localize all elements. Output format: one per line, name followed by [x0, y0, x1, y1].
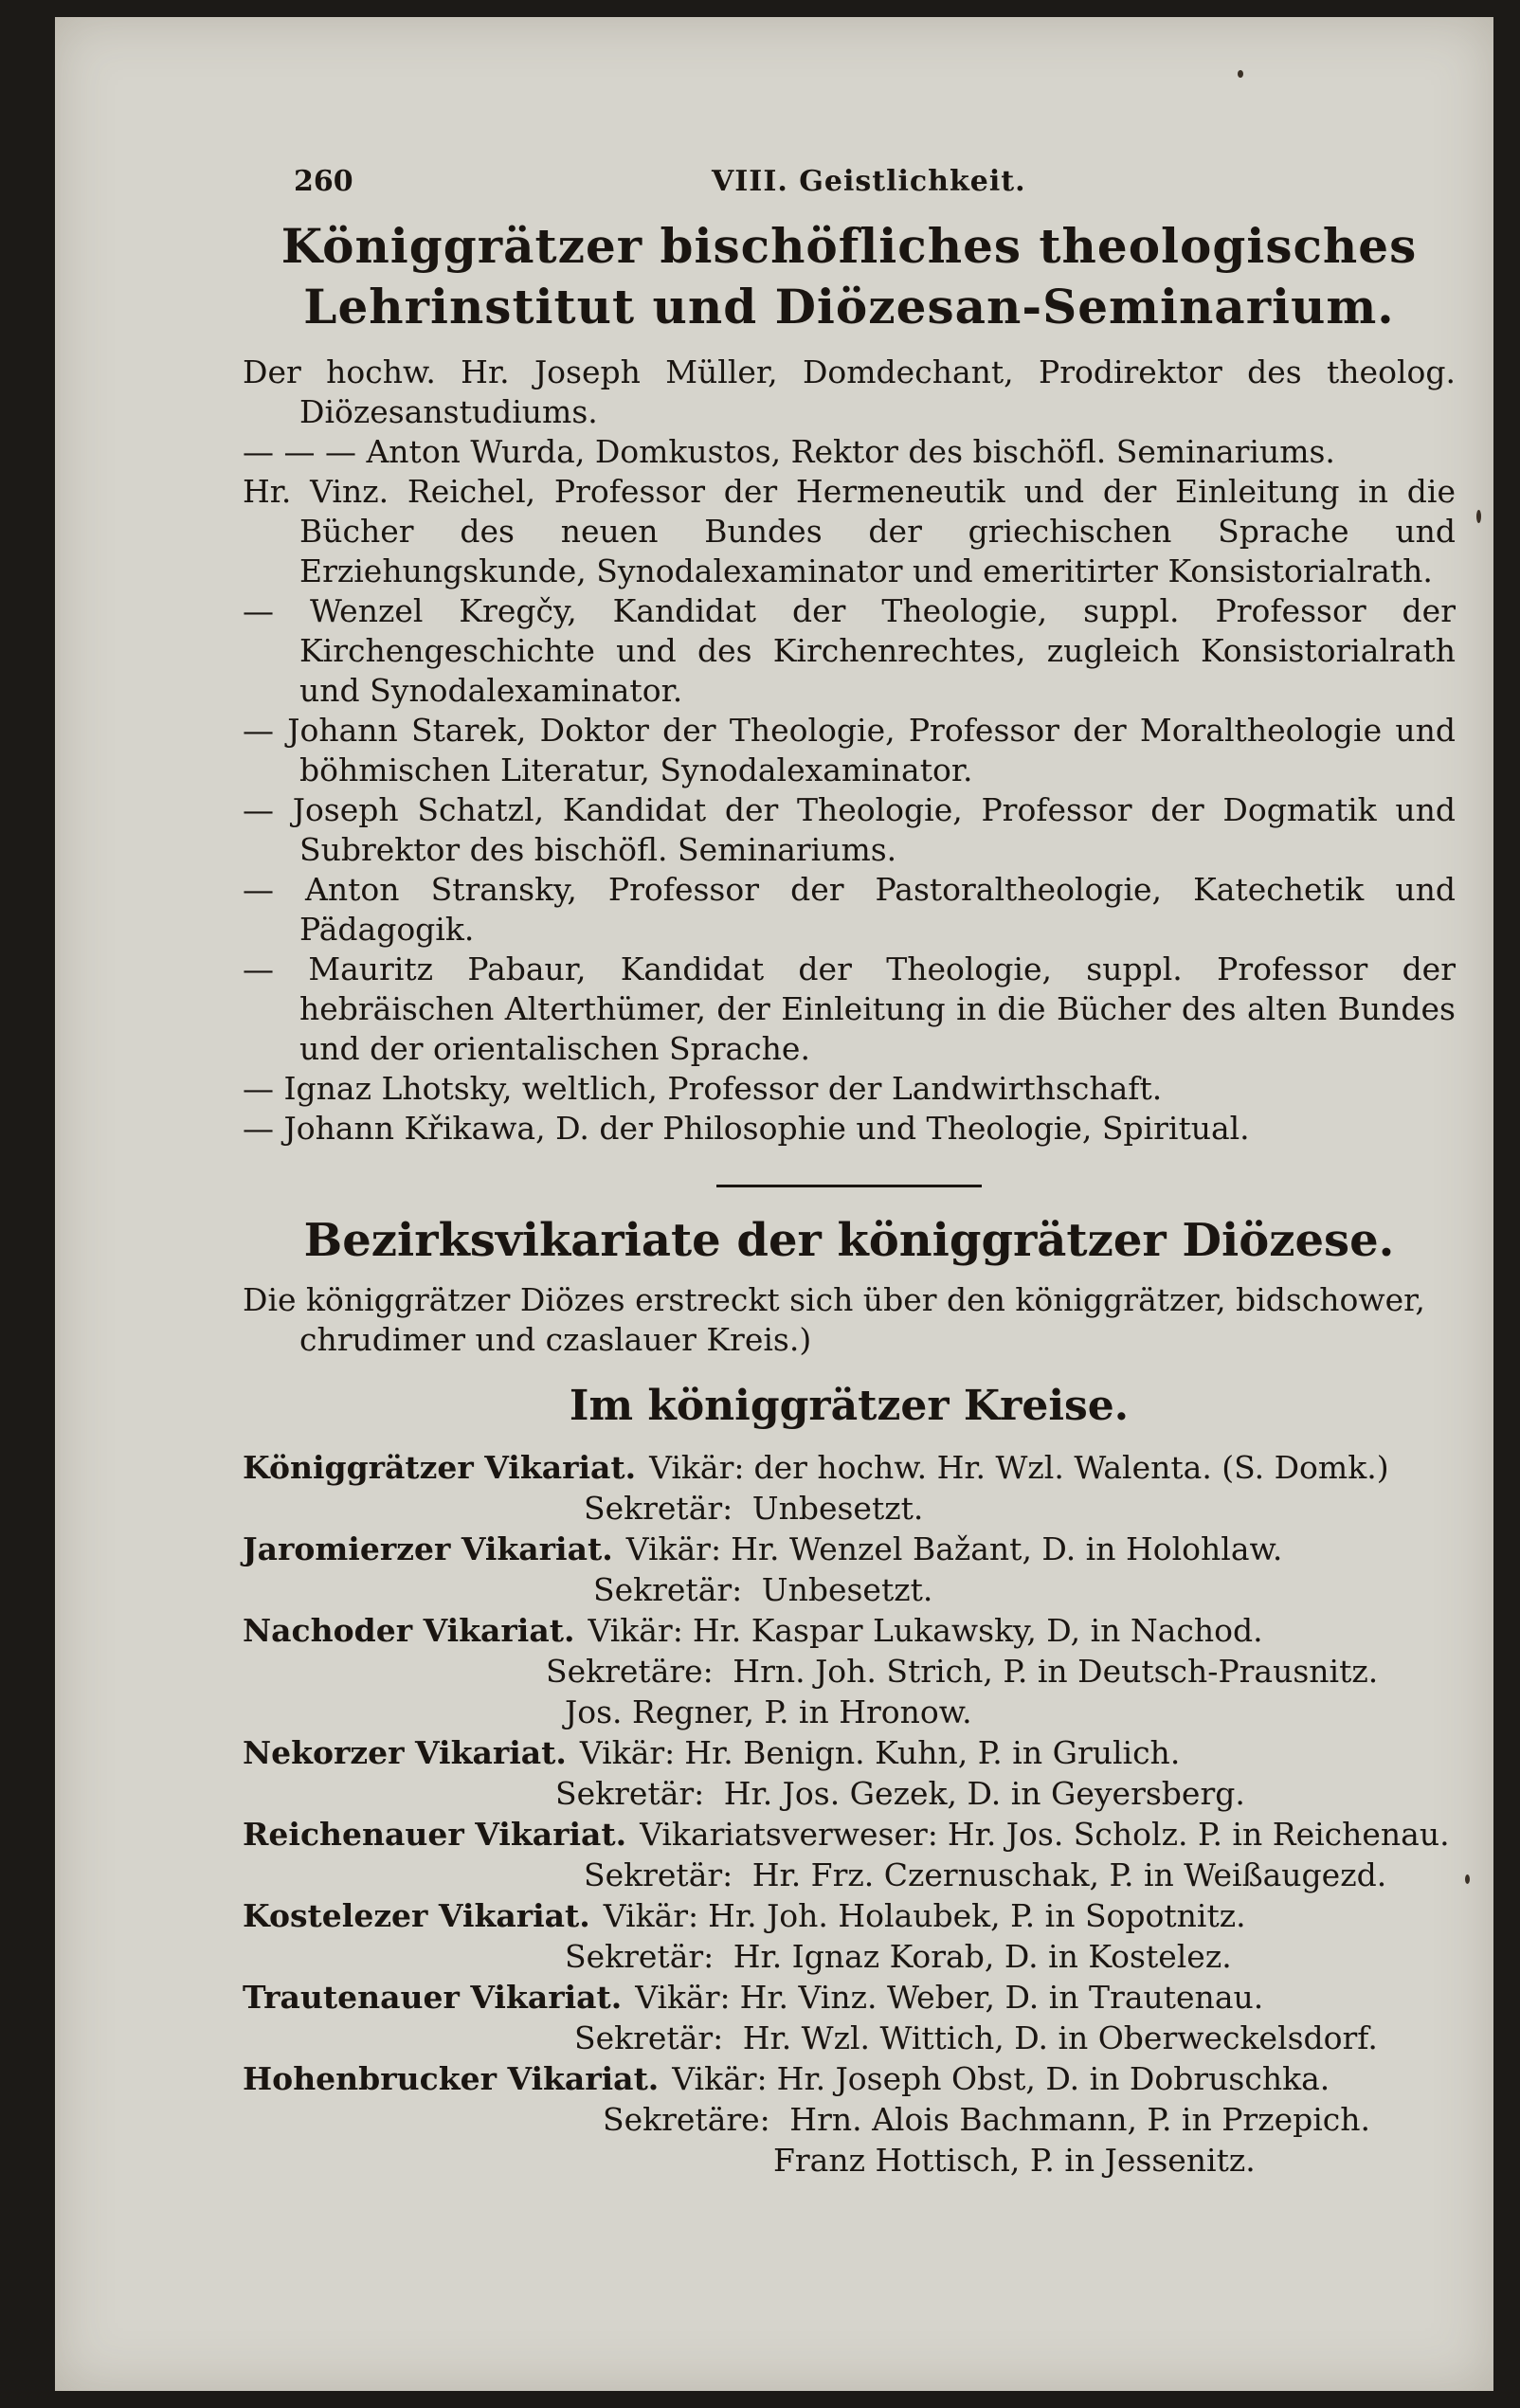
staff-entry: — Anton Stransky, Professor der Pastoraltheologie, Katechetik und Pädagogik.	[243, 871, 1456, 948]
secretary-role: Sekretär:	[593, 1571, 743, 1608]
vicar-person: Hr. Kaspar Lukawsky, D, in Nachod.	[692, 1612, 1263, 1649]
vicar-person: Hr. Joh. Holaubek, P. in Sopotnitz.	[708, 1897, 1246, 1934]
secretary-person: Hr. Ignaz Korab, D. in Kostelez.	[733, 1938, 1232, 1975]
running-head	[243, 159, 1456, 207]
vicar-person: Hr. Wenzel Bažant, D. in Holohlaw.	[731, 1530, 1283, 1567]
vicariate-name: Jaromierzer Vikariat.	[243, 1530, 613, 1567]
secretary-person: Unbesetzt.	[751, 1490, 924, 1527]
vicariate-name: Reichenauer Vikariat.	[243, 1816, 627, 1853]
secretary-person: Hrn. Joh. Strich, P. in Deutsch-Prausnitz.	[733, 1653, 1379, 1690]
vicariate-name: Hohenbrucker Vikariat.	[243, 2060, 660, 2097]
vicariate-entry	[243, 1977, 1456, 2058]
vicar-person: Hr. Jos. Scholz. P. in Reichenau.	[947, 1816, 1450, 1853]
vicar-role: Vikär:	[635, 1979, 731, 2016]
vicar-role: Vikär:	[588, 1612, 683, 1649]
secretary-role: Sekretär:	[555, 1775, 705, 1812]
staff-entry: — Mauritz Pabaur, Kandidat der Theologie, suppl. Professor der hebräischen Alterthümer, der Einleitung in die Bücher des alten Bundes und der orientalischen Sprache.	[243, 951, 1456, 1067]
vicariate-name: Trautenauer Vikariat.	[243, 1979, 623, 2016]
vicar-role: Vikär:	[603, 1897, 699, 1934]
secretary-role: Sekretär:	[584, 1490, 733, 1527]
vicar-person: Hr. Joseph Obst, D. in Dobruschka.	[776, 2060, 1330, 2097]
vicariate-entry	[243, 1447, 1456, 1529]
secretary-person: Franz Hottisch, P. in Jessenitz.	[773, 2142, 1256, 2179]
vicar-role: Vikär:	[625, 1530, 722, 1567]
section-divider	[716, 1185, 982, 1187]
paper-speck	[1476, 510, 1481, 523]
institute-title: Königgrätzer bischöfliches theologisches Lehrinstitut und Diözesan-Seminarium.	[280, 218, 1418, 335]
paper-speck	[1238, 70, 1243, 78]
vicariate-name: Kostelezer Vikariat.	[243, 1897, 590, 1934]
vicariate-name: Nekorzer Vikariat.	[243, 1734, 567, 1771]
vicariate-entry	[243, 2058, 1456, 2181]
vicariate-entry	[243, 1732, 1456, 1814]
paper-speck	[1465, 1874, 1470, 1884]
vicariate-entry	[243, 1814, 1456, 1895]
vicar-role: Vikär:	[579, 1734, 676, 1771]
book-page	[55, 17, 1493, 2391]
vicariate-entry	[243, 1529, 1456, 1610]
secretary-person: Jos. Regner, P. in Hronow.	[565, 1693, 972, 1730]
vicariate-entry	[243, 1895, 1456, 1977]
institute-staff-list	[243, 353, 1456, 1149]
page-number: 260	[294, 165, 353, 198]
secretary-person: Hr. Jos. Gezek, D. in Geyersberg.	[723, 1775, 1245, 1812]
vicariate-list	[243, 1447, 1456, 2181]
section-title: VIII. Geistlichkeit.	[712, 165, 1026, 198]
secretary-person: Hrn. Alois Bachmann, P. in Przepich.	[789, 2101, 1371, 2138]
page-content	[243, 159, 1456, 2181]
vicariate-name: Nachoder Vikariat.	[243, 1612, 575, 1649]
staff-entry: — — — Anton Wurda, Domkustos, Rektor des bischöfl. Seminariums.	[243, 433, 1335, 470]
diocese-note: Die königgrätzer Diözes erstreckt sich über den königgrätzer, bidschower, chrudimer und czaslauer Kreis.)	[243, 1281, 1425, 1358]
vicariate-name: Königgrätzer Vikariat.	[243, 1449, 637, 1486]
secretary-role: Sekretäre:	[603, 2101, 770, 2138]
staff-entry: — Johann Křikawa, D. der Philosophie und Theologie, Spiritual.	[243, 1110, 1250, 1147]
secretary-person: Hr. Frz. Czernuschak, P. in Weißaugezd.	[751, 1856, 1387, 1893]
staff-entry: — Ignaz Lhotsky, weltlich, Professor der Landwirthschaft.	[243, 1070, 1163, 1107]
secretary-role: Sekretär:	[574, 2019, 724, 2056]
vicariate-entry	[243, 1610, 1456, 1732]
district-subheading: Im königgrätzer Kreise.	[569, 1382, 1130, 1430]
secretary-role: Sekretär:	[565, 1938, 715, 1975]
staff-entry: — Wenzel Kregčy, Kandidat der Theologie, suppl. Professor der Kirchengeschichte und des Kirchenrechtes, zugleich Konsistorialrath und Synodalexaminator.	[243, 592, 1456, 709]
staff-entry: Hr. Vinz. Reichel, Professor der Hermeneutik und der Einleitung in die Bücher des neuen Bundes der griechischen Sprache und Erziehungskunde, Synodalexaminator und emeritirter Konsistorialrath.	[243, 473, 1456, 589]
staff-entry: — Johann Starek, Doktor der Theologie, Professor der Moraltheologie und böhmischen Literatur, Synodalexaminator.	[243, 712, 1456, 788]
secretary-role: Sekretäre:	[546, 1653, 714, 1690]
secretary-role: Sekretär:	[584, 1856, 733, 1893]
vicar-person: der hochw. Hr. Wzl. Walenta. (S. Domk.)	[753, 1449, 1389, 1486]
vicariates-heading: Bezirksvikariate der königgrätzer Diözese.	[303, 1214, 1395, 1267]
vicar-role: Vikär:	[649, 1449, 745, 1486]
vicar-role: Vikariatsverweser:	[640, 1816, 938, 1853]
vicar-person: Hr. Vinz. Weber, D. in Trautenau.	[739, 1979, 1264, 2016]
secretary-person: Unbesetzt.	[761, 1571, 933, 1608]
staff-entry: — Joseph Schatzl, Kandidat der Theologie, Professor der Dogmatik und Subrektor des bischöfl. Seminariums.	[243, 791, 1456, 868]
vicar-role: Vikär:	[672, 2060, 768, 2097]
staff-entry: Der hochw. Hr. Joseph Müller, Domdechant, Prodirektor des theolog. Diözesanstudiums.	[243, 353, 1456, 430]
vicar-person: Hr. Benign. Kuhn, P. in Grulich.	[684, 1734, 1181, 1771]
secretary-person: Hr. Wzl. Wittich, D. in Oberweckelsdorf.	[742, 2019, 1378, 2056]
